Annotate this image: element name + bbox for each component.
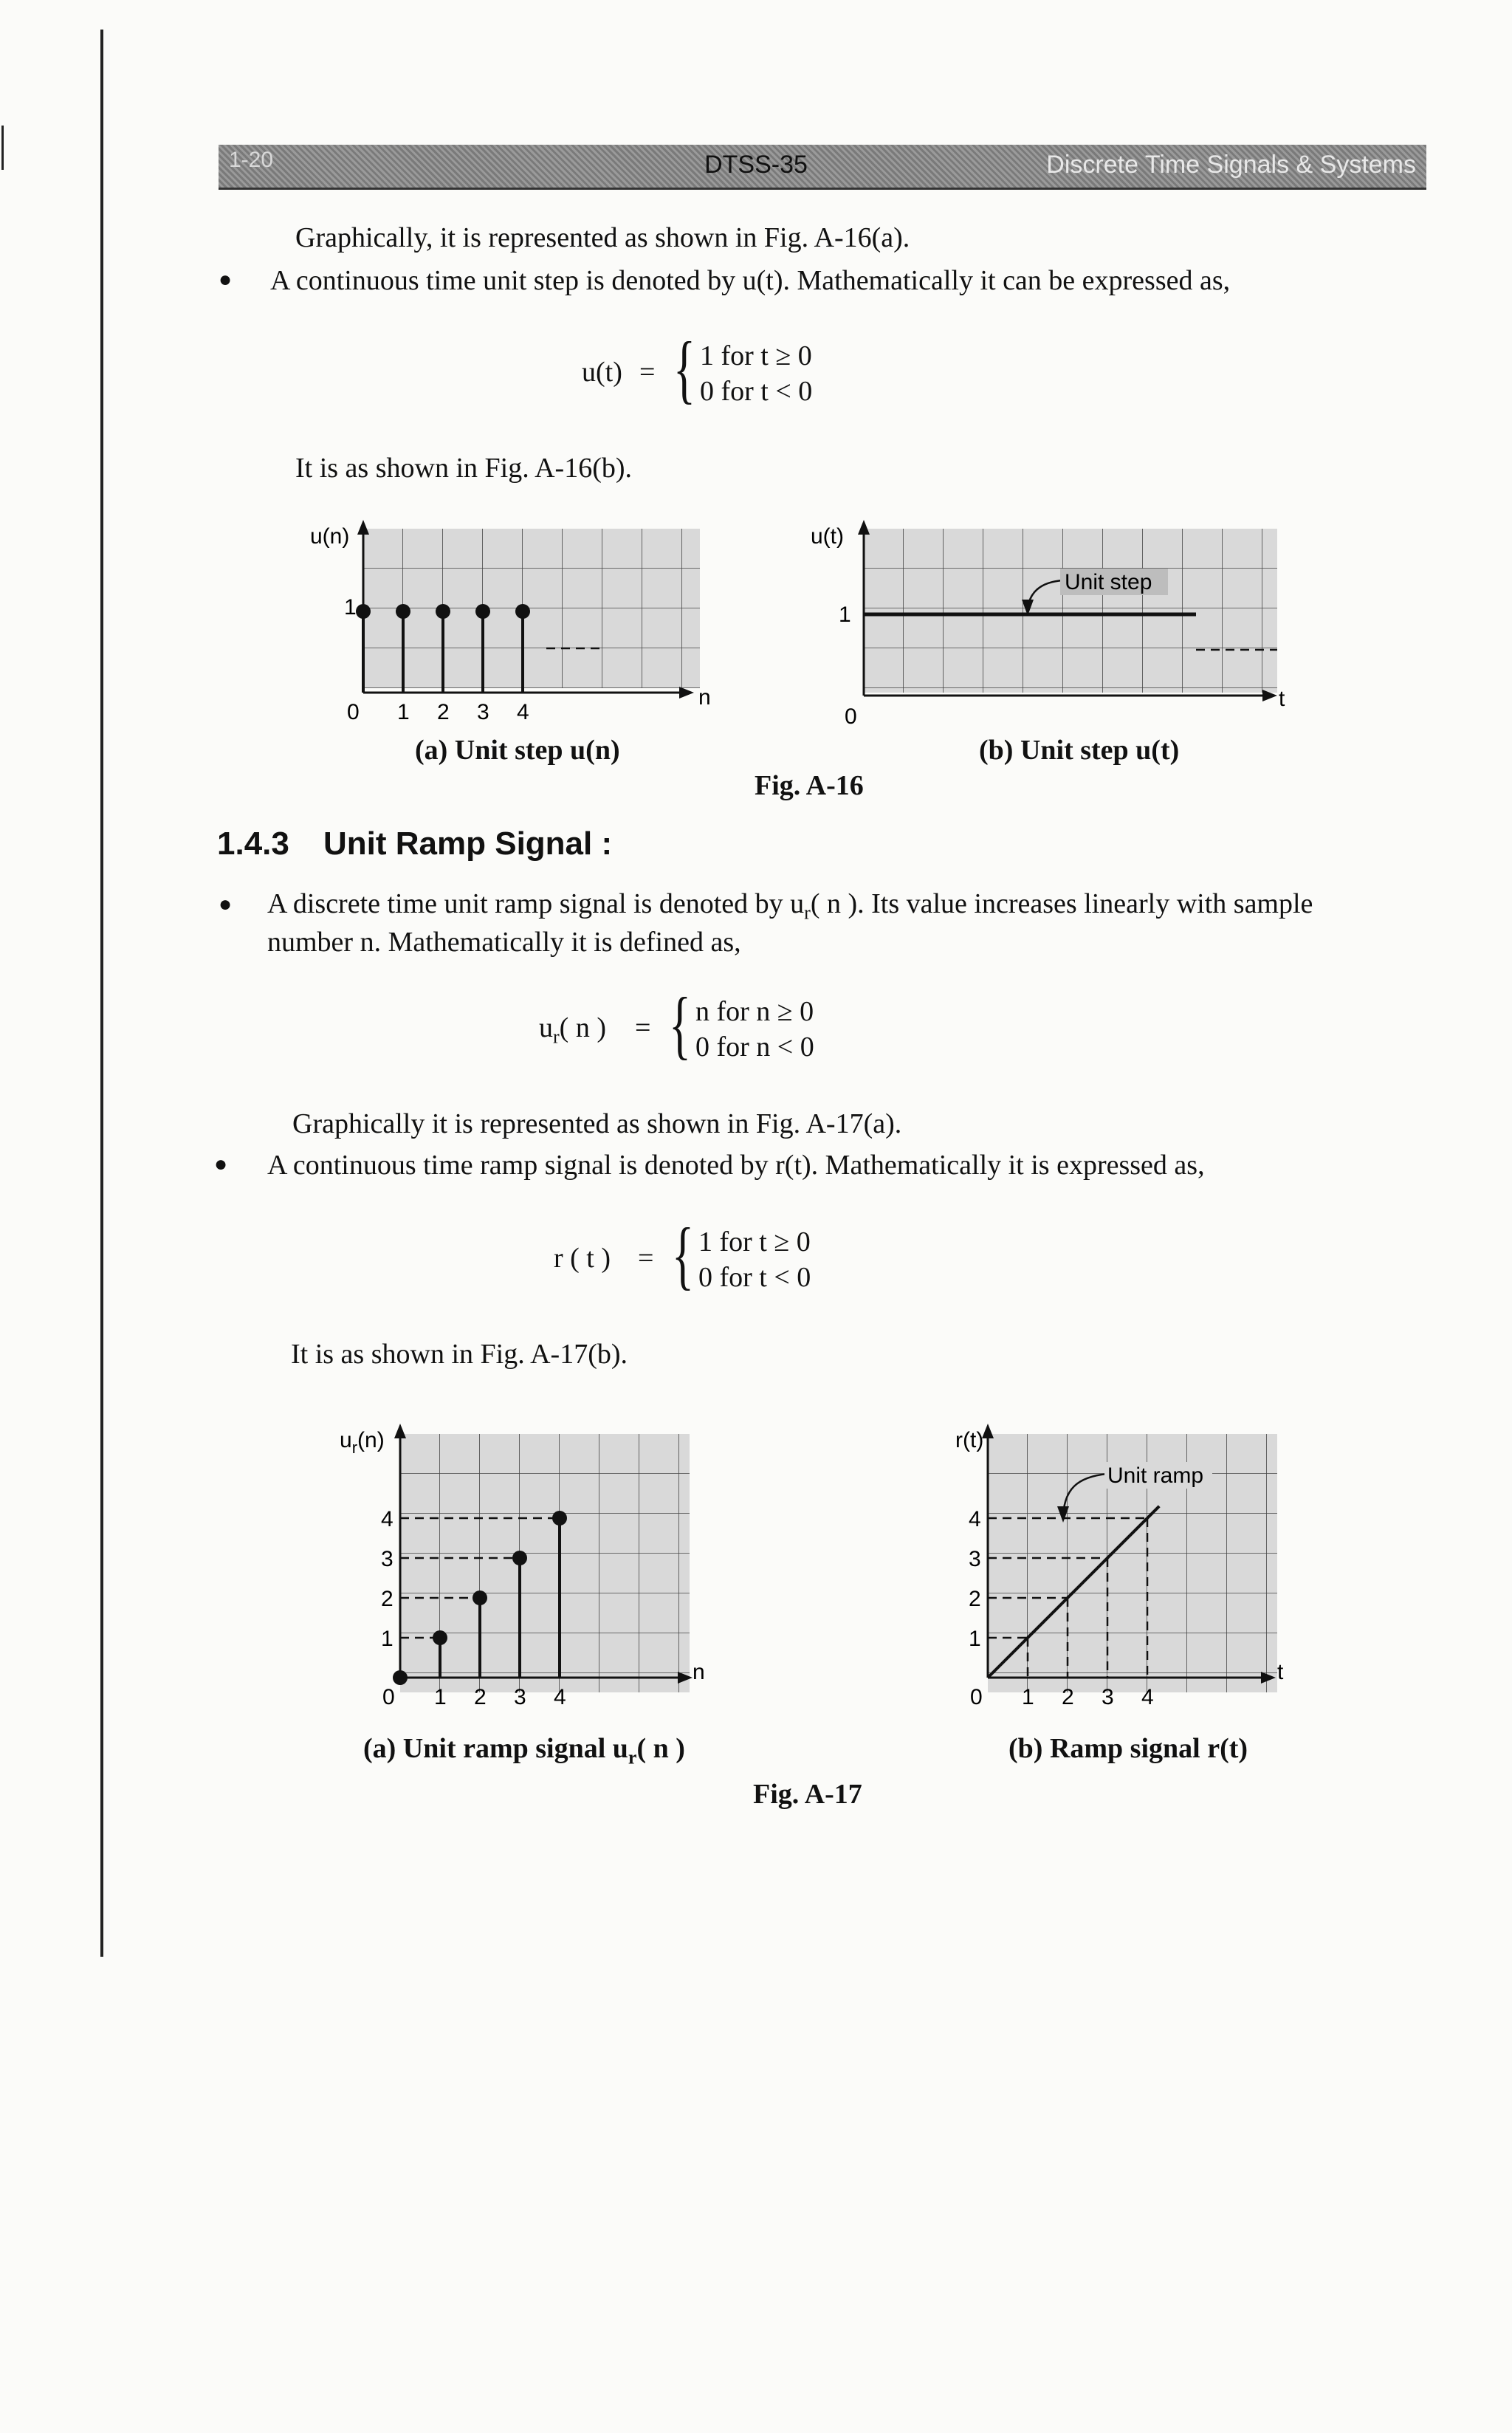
- figure-caption: (b) Ramp signal r(t): [1008, 1733, 1248, 1764]
- sample-point: [472, 1590, 487, 1605]
- lhs-symbol: u: [539, 1012, 553, 1043]
- figure-label: Fig. A-17: [753, 1779, 862, 1810]
- equation-case: n for n ≥ 0: [695, 996, 814, 1027]
- brace-icon: {: [672, 1212, 694, 1297]
- figure-unit-step-discrete: [303, 518, 716, 725]
- bullet-text: A continuous time ramp signal is denoted by r(t). Mathematically it is expressed as,: [267, 1150, 1205, 1181]
- x-axis-label: n: [693, 1660, 705, 1684]
- equation-case: 1 for t ≥ 0: [700, 340, 812, 371]
- bullet-icon: ●: [214, 1152, 228, 1176]
- figure-label: Fig. A-16: [755, 770, 864, 801]
- equation-case: 0 for t < 0: [700, 376, 813, 407]
- figure-ramp-continuous: [952, 1418, 1307, 1720]
- sample-point: [515, 604, 530, 619]
- x-axis-arrow-icon: [679, 687, 694, 699]
- x-tick-labels: [347, 700, 529, 724]
- equation-unit-ramp-dt: [532, 982, 871, 1078]
- header-code: DTSS-35: [704, 151, 808, 179]
- x-tick-label: 0: [347, 700, 360, 724]
- grid: [864, 529, 1277, 693]
- equation-equals: =: [635, 1012, 651, 1043]
- y-axis-arrow-icon: [357, 520, 369, 535]
- equation-lhs: r ( t ): [554, 1243, 611, 1274]
- ylabel-arg: (n): [357, 1428, 385, 1452]
- x-axis-label: n: [698, 685, 711, 710]
- y-tick-label: 1: [344, 595, 357, 620]
- brace-icon: {: [673, 326, 695, 411]
- subscript: r: [628, 1746, 637, 1768]
- section-title: Unit Ramp Signal :: [323, 826, 613, 862]
- subscript: r: [553, 1026, 560, 1048]
- y-tick-label: 2: [381, 1587, 394, 1611]
- y-axis-arrow-icon: [982, 1424, 994, 1438]
- y-axis-label: r(t): [955, 1428, 984, 1452]
- x-tick-label: 0: [382, 1685, 395, 1709]
- y-tick-label: 3: [381, 1547, 394, 1571]
- paragraph: Graphically, it is represented as shown in Fig. A-16(a).: [295, 222, 910, 253]
- y-tick-label: 1: [969, 1627, 981, 1651]
- equation-unit-step-ct: [576, 326, 886, 422]
- paragraph: It is as shown in Fig. A-16(b).: [295, 453, 632, 484]
- subscript: r: [804, 902, 811, 924]
- x-tick-label: 4: [554, 1685, 566, 1709]
- y-axis-label: [340, 1428, 385, 1457]
- x-tick-label: 3: [1102, 1685, 1114, 1709]
- text-run: ( n ). Its value increases linearly with sample: [810, 888, 1313, 919]
- sample-point: [393, 1670, 408, 1685]
- equation-equals: =: [639, 357, 656, 388]
- x-tick-label: 2: [437, 700, 450, 724]
- grid: [363, 529, 700, 688]
- figure-caption: (a) Unit step u(n): [415, 735, 620, 766]
- y-tick-label: 1: [381, 1627, 394, 1651]
- x-tick-label: 1: [397, 700, 410, 724]
- ylabel-main: u: [340, 1428, 352, 1452]
- bullet-icon: ●: [219, 267, 233, 292]
- lhs-argument: ( n ): [559, 1012, 606, 1043]
- y-tick-label: 4: [969, 1507, 981, 1531]
- y-tick-label: 4: [381, 1507, 394, 1531]
- x-tick-label: 1: [434, 1685, 447, 1709]
- sample-point: [433, 1630, 447, 1645]
- sample-point: [356, 604, 371, 619]
- figure-unit-step-continuous: [797, 518, 1314, 732]
- y-tick-label: 2: [969, 1587, 981, 1611]
- y-axis-arrow-icon: [858, 520, 870, 535]
- section-number: 1.4.3: [217, 826, 289, 862]
- ylabel-sub: r: [351, 1438, 358, 1457]
- grid: [400, 1434, 690, 1692]
- brace-icon: {: [669, 982, 691, 1067]
- figure-unit-ramp-discrete: [337, 1418, 721, 1720]
- x-axis-label: t: [1279, 687, 1285, 711]
- text-run: A discrete time unit ramp signal is denoted by u: [267, 888, 805, 919]
- x-tick-label: 2: [1062, 1685, 1074, 1709]
- y-tick-labels: [969, 1507, 981, 1651]
- sample-point: [396, 604, 410, 619]
- equation-lhs: u(t): [582, 357, 622, 388]
- x-tick-label: 0: [970, 1685, 983, 1709]
- x-tick-label: 3: [477, 700, 489, 724]
- sample-point: [552, 1511, 567, 1526]
- y-tick-labels: [381, 1507, 394, 1651]
- sample-point: [436, 604, 450, 619]
- x-axis-label: t: [1277, 1660, 1284, 1684]
- sample-point: [512, 1551, 527, 1565]
- equation-case: 1 for t ≥ 0: [698, 1226, 811, 1257]
- equation-case: 0 for t < 0: [698, 1262, 811, 1293]
- header-book-title: Discrete Time Signals & Systems: [1046, 151, 1416, 179]
- bullet-text: number n. Mathematically it is defined as,: [267, 927, 741, 958]
- x-tick-label: 0: [845, 704, 857, 729]
- caption-text: (a) Unit ramp signal u: [363, 1733, 628, 1764]
- bullet-icon: ●: [219, 892, 233, 916]
- bullet-text: A continuous time unit step is denoted by u(t). Mathematically it can be expressed as,: [270, 265, 1231, 296]
- equation-ramp-ct: [546, 1212, 871, 1307]
- annotation-label: Unit step: [1065, 570, 1152, 594]
- figure-caption: [363, 1732, 685, 1769]
- equation-equals: =: [638, 1243, 654, 1274]
- paragraph: It is as shown in Fig. A-17(b).: [291, 1339, 628, 1370]
- y-tick-label: 1: [839, 603, 851, 627]
- x-tick-label: 2: [474, 1685, 487, 1709]
- annotation-label: Unit ramp: [1107, 1463, 1204, 1488]
- paragraph: Graphically it is represented as shown in Fig. A-17(a).: [292, 1108, 902, 1139]
- y-axis-label: u(t): [811, 524, 844, 549]
- binding-line: [100, 30, 103, 1957]
- header-page-number: 1-20: [229, 148, 274, 172]
- equation-case: 0 for n < 0: [695, 1032, 814, 1063]
- x-tick-label: 1: [1022, 1685, 1034, 1709]
- x-tick-label: 3: [514, 1685, 526, 1709]
- y-axis-arrow-icon: [394, 1424, 406, 1438]
- x-tick-label: 4: [1141, 1685, 1154, 1709]
- y-tick-label: 3: [969, 1547, 981, 1571]
- caption-arg: ( n ): [636, 1733, 685, 1764]
- y-axis-label: u(n): [310, 524, 350, 549]
- equation-lhs: [539, 1012, 606, 1049]
- figure-caption: (b) Unit step u(t): [979, 735, 1180, 766]
- sample-point: [475, 604, 490, 619]
- x-tick-label: 4: [517, 700, 529, 724]
